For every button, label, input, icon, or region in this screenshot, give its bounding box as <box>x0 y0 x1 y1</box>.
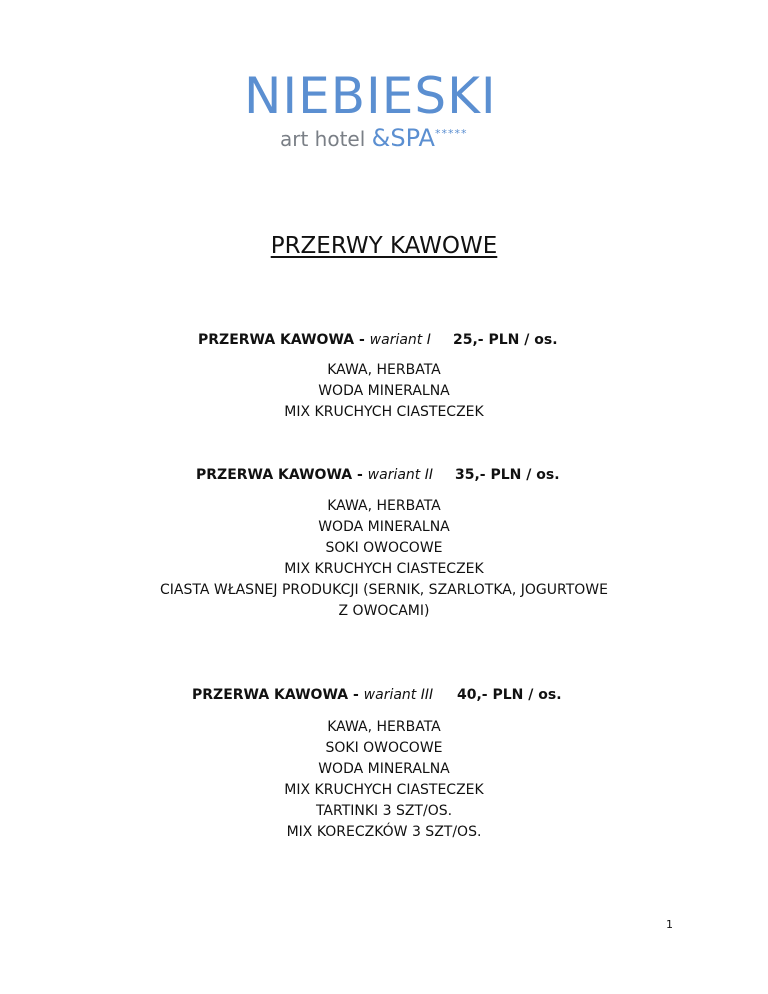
hotel-logo <box>244 67 514 152</box>
list-item: KAWA, HERBATA <box>327 362 441 378</box>
list-item: MIX KRUCHYCH CIASTECZEK <box>284 782 484 798</box>
variant-2-items <box>0 496 768 622</box>
list-item: KAWA, HERBATA <box>327 719 441 735</box>
variant-3-items <box>0 717 768 843</box>
list-item: WODA MINERALNA <box>318 761 450 777</box>
list-item: TARTINKI 3 SZT/OS. <box>315 803 453 819</box>
variant-2-price: 35,- PLN / os. <box>455 467 560 483</box>
variant-1-heading <box>198 331 431 349</box>
variant-1-name: wariant I <box>369 332 431 348</box>
variant-3-prefix: PRZERWA KAWOWA - <box>192 687 364 703</box>
logo-stars: ***** <box>434 127 468 140</box>
list-item: MIX KRUCHYCH CIASTECZEK <box>284 561 484 577</box>
list-item: KAWA, HERBATA <box>327 498 441 514</box>
variant-3-name: wariant III <box>363 687 434 703</box>
variant-3-price: 40,- PLN / os. <box>457 687 562 703</box>
variant-2-heading <box>196 466 433 484</box>
page-title-text: PRZERWY KAWOWE <box>270 233 498 259</box>
variant-1-items <box>0 360 768 423</box>
variant-2-prefix: PRZERWA KAWOWA - <box>196 467 368 483</box>
list-item: WODA MINERALNA <box>318 383 450 399</box>
list-item: Z OWOCAMI) <box>338 603 430 619</box>
logo-subtitle-spa: &SPA <box>371 124 435 152</box>
logo-subtitle-text: art hotel <box>280 127 372 151</box>
variant-2-name: wariant II <box>367 467 433 483</box>
variant-1-price: 25,- PLN / os. <box>453 332 558 348</box>
variant-3-heading <box>192 686 433 704</box>
variant-1-prefix: PRZERWA KAWOWA - <box>198 332 370 348</box>
logo-wordmark: NIEBIESKI <box>244 67 497 125</box>
list-item: CIASTA WŁASNEJ PRODUKCJI (SERNIK, SZARLOTKA, JOGURTOWE <box>160 582 608 598</box>
list-item: MIX KORECZKÓW 3 SZT/OS. <box>286 824 482 840</box>
page-number: 1 <box>666 918 673 931</box>
list-item: WODA MINERALNA <box>318 519 450 535</box>
list-item: SOKI OWOCOWE <box>325 740 443 756</box>
list-item: SOKI OWOCOWE <box>325 540 443 556</box>
page-title <box>0 232 768 260</box>
logo-subtitle <box>280 122 467 151</box>
list-item: MIX KRUCHYCH CIASTECZEK <box>284 404 484 420</box>
